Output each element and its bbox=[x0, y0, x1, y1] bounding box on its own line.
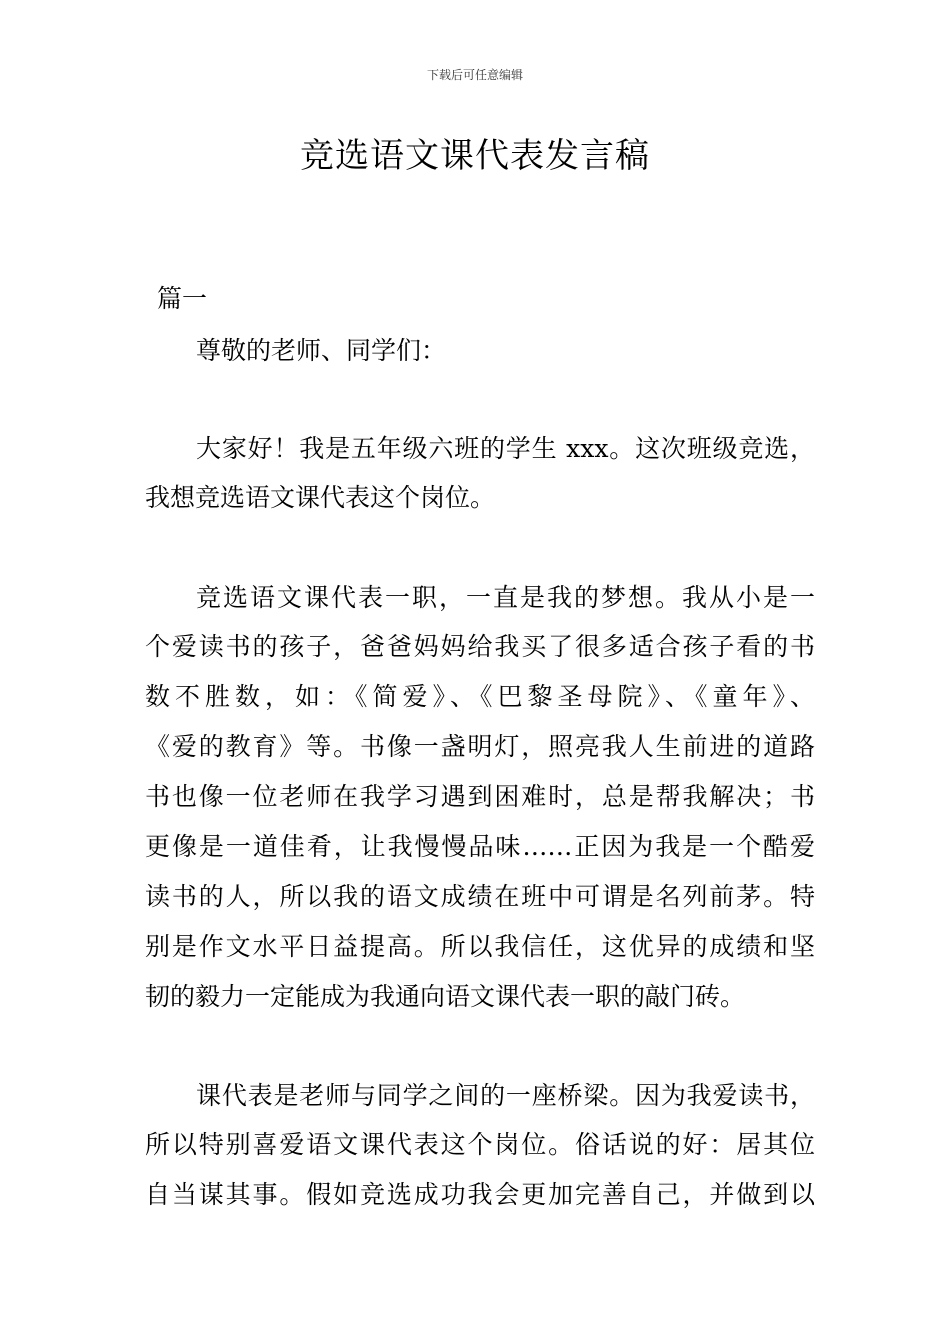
paragraph-3-line-3: 自当谋其事。假如竞选成功我会更加完善自己，并做到以 bbox=[145, 1180, 815, 1209]
greeting-line: 尊敬的老师、同学们： bbox=[196, 336, 447, 365]
paragraph-2-line-9: 韧的毅力一定能成为我通向语文课代表一职的敲门砖。 bbox=[145, 982, 746, 1011]
paragraph-2-line-8: 别是作文水平日益提高。所以我信任，这优异的成绩和坚 bbox=[145, 932, 815, 961]
header-note: 下载后可任意编辑 bbox=[426, 68, 523, 82]
paragraph-1-line-2: 我想竞选语文课代表这个岗位。 bbox=[145, 483, 496, 512]
paragraph-3-line-2: 所以特别喜爱语文课代表这个岗位。俗话说的好：居其位 bbox=[145, 1130, 815, 1159]
paragraph-1-line-1: 大家好！我是五年级六班的学生 xxx。这次班级竞选， bbox=[196, 434, 815, 463]
section-label: 篇一 bbox=[157, 284, 208, 313]
paragraph-2-line-2: 个爱读书的孩子，爸爸妈妈给我买了很多适合孩子看的书 bbox=[145, 632, 815, 661]
paragraph-2-line-1: 竞选语文课代表一职，一直是我的梦想。我从小是一 bbox=[196, 583, 815, 612]
paragraph-2-line-7: 读书的人，所以我的语文成绩在班中可谓是名列前茅。特 bbox=[145, 882, 815, 911]
paragraph-2-line-5: 书也像一位老师在我学习遇到困难时，总是帮我解决；书 bbox=[145, 782, 815, 811]
paragraph-3-line-1: 课代表是老师与同学之间的一座桥梁。因为我爱读书， bbox=[196, 1081, 815, 1110]
paragraph-2-line-6: 更像是一道佳肴，让我慢慢品味……正因为我是一个酷爱 bbox=[145, 832, 815, 861]
paragraph-2-line-4: 《爱的教育》等。书像一盏明灯，照亮我人生前进的道路 bbox=[145, 732, 815, 761]
paragraph-2-line-3: 数不胜数，如：《简爱》、《巴黎圣母院》、《童年》、 bbox=[145, 682, 815, 711]
document-title: 竞选语文课代表发言稿 bbox=[300, 136, 650, 176]
